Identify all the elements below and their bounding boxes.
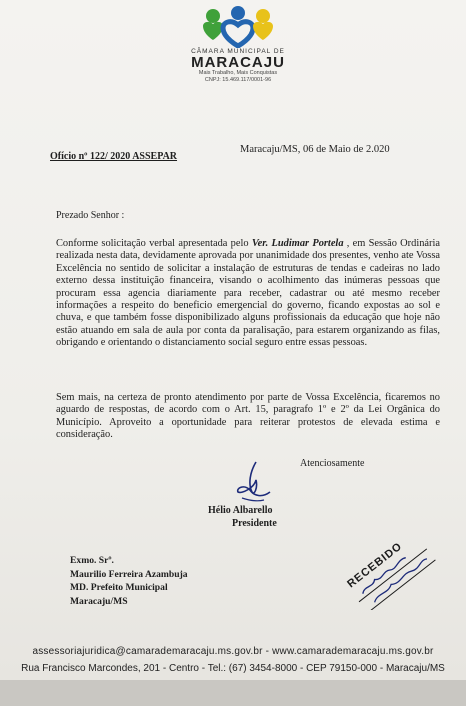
- body-paragraph-2: Sem mais, na certeza de pronto atendimento por parte de Vossa Excelência, ficaremos no aguardo de respostas, de acordo com o Art. 15, paragrafo 1º e 2º da Lei Orgânica do Município. Aproveito a oportunidade para reiterar protestos de elevada estima e consideração.: [56, 392, 440, 441]
- recipient-name: Maurilio Ferreira Azambuja: [70, 568, 188, 580]
- body-text: , em Sessão Ordinária realizada nesta data, devidamente aprovada por unanimidade dos presentes, venho ate Vossa Excelência no sentido de solicitar a instalação de estruturas de tendas e cadeiras no lado externo dessa instituição financeira, visando o acolhimento das inúmeras pessoas que procuram essa agencia diariamente para receber, cadastrar ou até mesmo receber informações a respeito do beneficio emergencial do governo, ficando expostas ao sol e chuva, e que também fosse disponibilizado alguns profissionais da educação que hoje não estão atuando em sala de aula por conta da paralisação, para estarem organizando as filas, obrigando e orientando o distanciamento social seguro entre essas pessoas.: [56, 238, 440, 349]
- recipient-block: [70, 554, 188, 608]
- bottom-edge: [0, 680, 466, 706]
- place-date: Maracaju/MS, 06 de Maio de 2.020: [240, 144, 390, 155]
- recipient-title: Exmo. Srº.: [70, 555, 114, 566]
- org-slogan: Mais Trabalho, Mais Conquistas: [198, 70, 278, 76]
- closing: Atenciosamente: [300, 458, 365, 469]
- footer-contacts: assessoriajuridica@camarademaracaju.ms.gov.br - www.camarademaracaju.ms.gov.br: [32, 646, 434, 657]
- org-name-line1: CÂMARA MUNICIPAL DE: [191, 48, 285, 55]
- signer-role: Presidente: [232, 518, 277, 529]
- received-stamp: [340, 530, 440, 610]
- recipient-position: MD. Prefeito Municipal: [70, 582, 168, 593]
- salutation: Prezado Senhor :: [56, 210, 125, 221]
- body-paragraph-1: [56, 238, 440, 350]
- chamber-logo: [188, 4, 288, 94]
- handwritten-signature: [226, 458, 286, 510]
- signer-name: Hélio Albarello: [208, 505, 273, 516]
- svg-text:RECEBIDO: RECEBIDO: [345, 540, 405, 591]
- councilor-name: Ver. Ludimar Portela: [251, 238, 344, 249]
- org-cnpj: CNPJ: 15.469.117/0001-96: [204, 77, 272, 83]
- body-text: Conforme solicitação verbal apresentada pelo: [56, 238, 252, 249]
- people-heart-icon: [195, 4, 281, 48]
- org-name-line2: MARACAJU: [191, 54, 285, 71]
- letter-reference: Ofício nº 122/ 2020 ASSEPAR: [50, 151, 178, 162]
- footer-address: Rua Francisco Marcondes, 201 - Centro - Tel.: (67) 3454-8000 - CEP 79150-000 - Maracaju/MS: [21, 663, 445, 674]
- recipient-city: Maracaju/MS: [70, 595, 128, 607]
